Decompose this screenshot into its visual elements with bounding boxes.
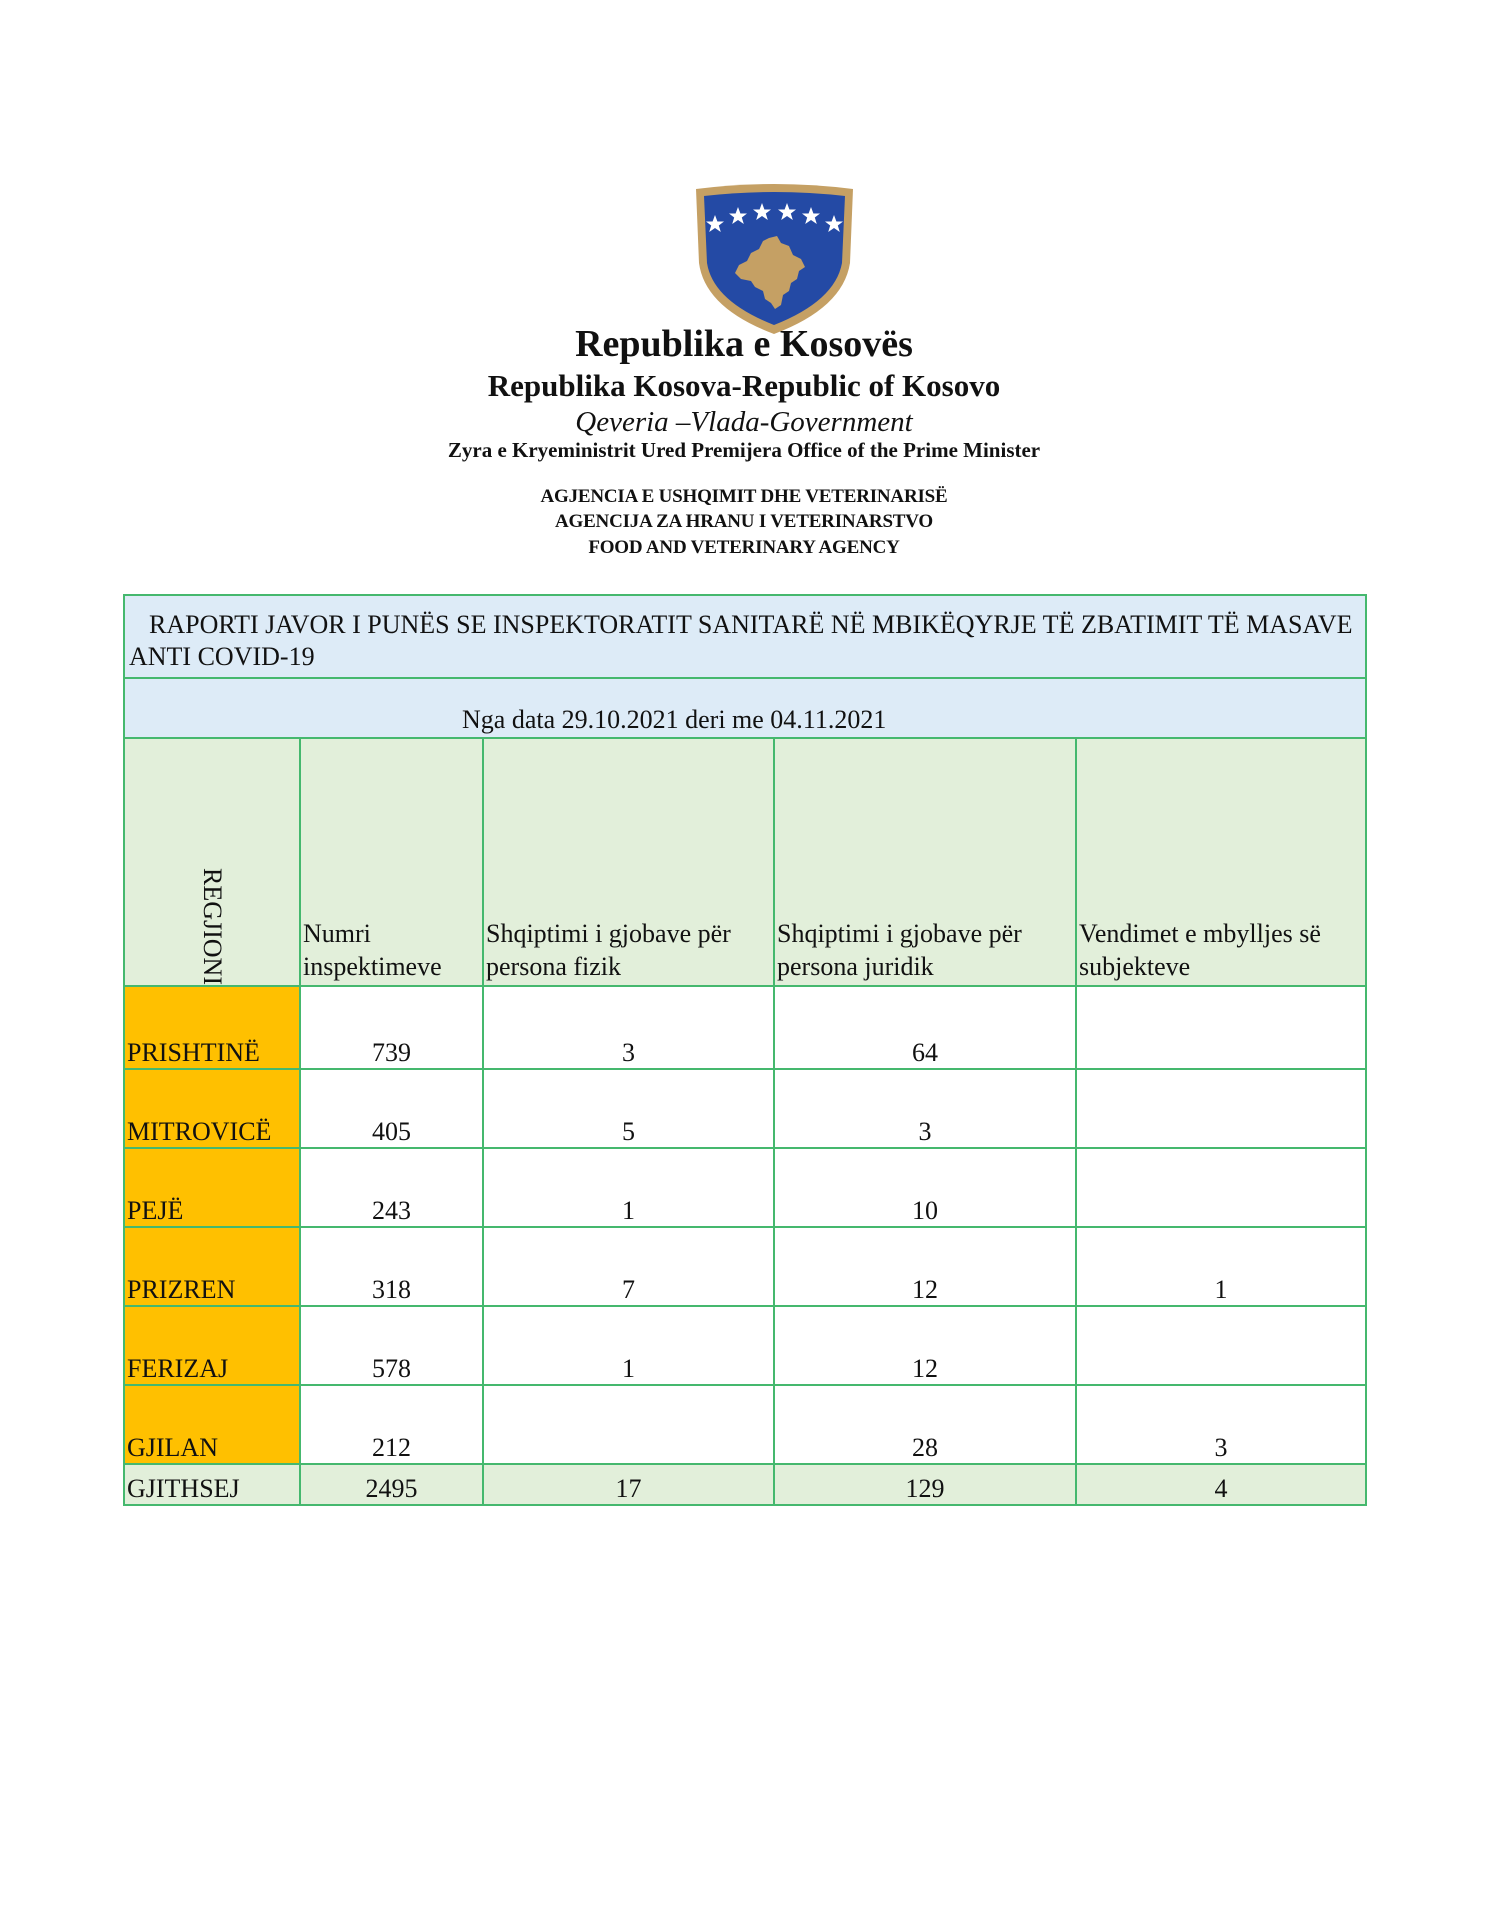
fines-physical-cell: 1 bbox=[483, 1148, 774, 1227]
header-closures-label: Vendimet e mbylljes së subjekteve bbox=[1079, 919, 1321, 981]
kosovo-coat-of-arms-icon bbox=[693, 183, 856, 335]
agency-name-english: FOOD AND VETERINARY AGENCY bbox=[588, 537, 900, 558]
fines-physical-cell: 3 bbox=[483, 986, 774, 1069]
inspections-cell: 318 bbox=[300, 1227, 483, 1306]
total-label: GJITHSEJ bbox=[124, 1464, 300, 1505]
table-row bbox=[124, 1069, 1366, 1148]
table-row bbox=[124, 986, 1366, 1069]
date-range-row bbox=[124, 678, 1366, 738]
inspections-cell: 212 bbox=[300, 1385, 483, 1464]
fines-legal-cell: 3 bbox=[774, 1069, 1076, 1148]
report-title-row bbox=[124, 595, 1366, 678]
total-inspections: 2495 bbox=[300, 1464, 483, 1505]
agency-name-serbian: AGENCIJA ZA HRANU I VETERINARSTVO bbox=[554, 511, 934, 532]
fines-legal-cell: 12 bbox=[774, 1306, 1076, 1385]
country-name-heading: Republika e Kosovës bbox=[575, 323, 913, 365]
date-range: Nga data 29.10.2021 deri me 04.11.2021 bbox=[462, 705, 887, 734]
table-row bbox=[124, 1385, 1366, 1464]
closures-cell bbox=[1076, 1148, 1366, 1227]
table-row bbox=[124, 1306, 1366, 1385]
header-fines-physical bbox=[483, 738, 774, 986]
report-title-cell bbox=[124, 595, 1366, 678]
closures-cell: 1 bbox=[1076, 1227, 1366, 1306]
closures-cell bbox=[1076, 1306, 1366, 1385]
office-line: Zyra e Kryeministrit Ured Premijera Office of the Prime Minister bbox=[447, 438, 1041, 462]
total-fines-legal: 129 bbox=[774, 1464, 1076, 1505]
fines-physical-cell: 5 bbox=[483, 1069, 774, 1148]
header-fines-legal-label: Shqiptimi i gjobave për persona juridik bbox=[777, 919, 1022, 981]
fines-legal-cell: 64 bbox=[774, 986, 1076, 1069]
inspections-cell: 405 bbox=[300, 1069, 483, 1148]
header-inspections-label: Numri inspektimeve bbox=[303, 919, 442, 981]
fines-physical-cell: 7 bbox=[483, 1227, 774, 1306]
header-closures bbox=[1076, 738, 1366, 986]
fines-legal-cell: 12 bbox=[774, 1227, 1076, 1306]
header-inspections bbox=[300, 738, 483, 986]
fines-legal-cell: 28 bbox=[774, 1385, 1076, 1464]
inspections-cell: 739 bbox=[300, 986, 483, 1069]
table-row bbox=[124, 1227, 1366, 1306]
region-cell: PEJË bbox=[124, 1148, 300, 1227]
total-row bbox=[124, 1464, 1366, 1505]
table-row bbox=[124, 1148, 1366, 1227]
total-closures: 4 bbox=[1076, 1464, 1366, 1505]
region-cell: PRISHTINË bbox=[124, 986, 300, 1069]
report-title: RAPORTI JAVOR I PUNËS SE INSPEKTORATIT SANITARË NË MBIKËQYRJE TË ZBATIMIT TË MASAVE ANTI COVID-19 bbox=[129, 610, 1353, 671]
total-fines-physical: 17 bbox=[483, 1464, 774, 1505]
weekly-report-table bbox=[123, 594, 1367, 1506]
date-range-cell bbox=[124, 678, 1366, 738]
region-cell: FERIZAJ bbox=[124, 1306, 300, 1385]
government-line: Qeveria –Vlada-Government bbox=[575, 406, 913, 438]
header-fines-legal bbox=[774, 738, 1076, 986]
fines-legal-cell: 10 bbox=[774, 1148, 1076, 1227]
closures-cell bbox=[1076, 1069, 1366, 1148]
region-cell: MITROVICË bbox=[124, 1069, 300, 1148]
region-cell: PRIZREN bbox=[124, 1227, 300, 1306]
inspections-cell: 243 bbox=[300, 1148, 483, 1227]
country-name-multilingual: Republika Kosova-Republic of Kosovo bbox=[487, 368, 1001, 403]
header-fines-physical-label: Shqiptimi i gjobave për persona fizik bbox=[486, 919, 731, 981]
column-header-row bbox=[124, 738, 1366, 986]
closures-cell bbox=[1076, 986, 1366, 1069]
header-region-label: REGJIONI bbox=[198, 868, 227, 985]
fines-physical-cell bbox=[483, 1385, 774, 1464]
agency-name-albanian: AGJENCIA E USHQIMIT DHE VETERINARISË bbox=[540, 486, 948, 507]
region-cell: GJILAN bbox=[124, 1385, 300, 1464]
fines-physical-cell: 1 bbox=[483, 1306, 774, 1385]
inspections-cell: 578 bbox=[300, 1306, 483, 1385]
closures-cell: 3 bbox=[1076, 1385, 1366, 1464]
header-region bbox=[124, 738, 300, 986]
